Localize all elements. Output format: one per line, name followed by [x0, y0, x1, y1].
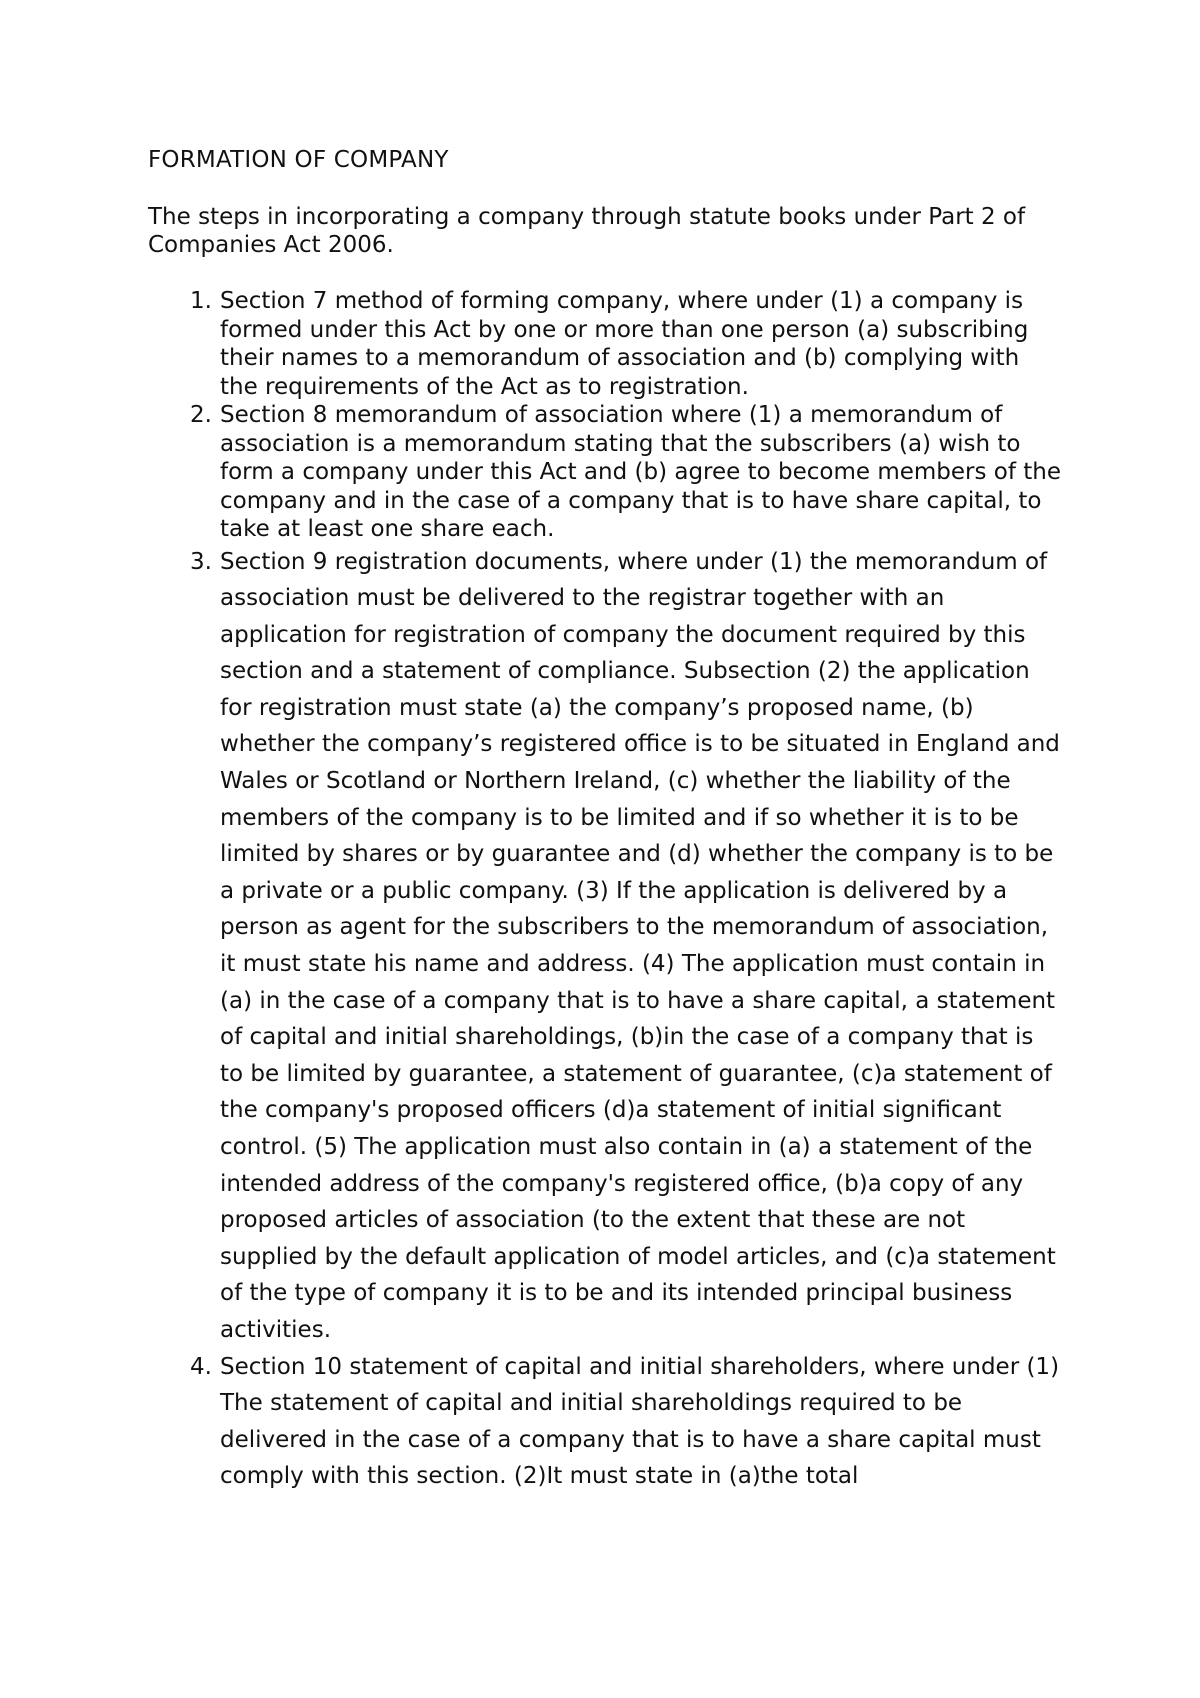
list-item-number: 3.	[190, 548, 212, 575]
intro-paragraph: The steps in incorporating a company through statute books under Part 2 of Companies Act 2006.	[148, 204, 1026, 258]
list-item-text: Section 8 memorandum of association where (1) a memorandum of association is a memorandum stating that the subscribers (a) wish to form a company under this Act and (b) agree to become members of the company and in the case of a company that is to have share capital, to take at least one share each.	[220, 402, 1062, 542]
list-item	[148, 544, 1058, 1349]
list-item-number: 4.	[190, 1353, 212, 1380]
list-item-number: 1.	[190, 288, 212, 314]
list-item	[148, 1349, 1058, 1495]
list-item	[148, 401, 1062, 544]
document-title: FORMATION OF COMPANY	[148, 147, 449, 173]
steps-list	[148, 287, 1062, 1495]
list-item-text: Section 7 method of forming company, where under (1) a company is formed under this Act by one or more than one person (a) subscribing their names to a memorandum of association and (b) complying with the requirements of the Act as to registration.	[220, 288, 1029, 400]
list-item-text: Section 10 statement of capital and initial shareholders, where under (1) The statement of capital and initial shareholdings required to be delivered in the case of a company that is to have a share capital must comply with this section. (2)It must state in (a)the total	[220, 1353, 1060, 1490]
list-item-text: Section 9 registration documents, where under (1) the memorandum of association must be delivered to the registrar together with an application for registration of company the document required by this section and a statement of compliance. Subsection (2) the application for registration must state (a) the company’s proposed name, (b) whether the company’s registered office is to be situated in England and Wales or Scotland or Northern Ireland, (c) whether the liability of the members of the company is to be limited and if so whether it is to be limited by shares or by guarantee and (d) whether the company is to be a private or a public company. (3) If the application is delivered by a person as agent for the subscribers to the memorandum of association, it must state his name and address. (4) The application must contain in (a) in the case of a company that is to have a share capital, a statement of capital and initial shareholdings, (b)in the case of a company that is to be limited by guarantee, a statement of guarantee, (c)a statement of the company's proposed officers (d)a statement of initial significant control. (5) The application must also contain in (a) a statement of the intended address of the company's registered office, (b)a copy of any proposed articles of association (to the extent that these are not supplied by the default application of model articles, and (c)a statement of the type of company it is to be and its intended principal business activities.	[220, 548, 1060, 1343]
list-item	[148, 287, 1058, 401]
list-item-number: 2.	[190, 402, 212, 428]
